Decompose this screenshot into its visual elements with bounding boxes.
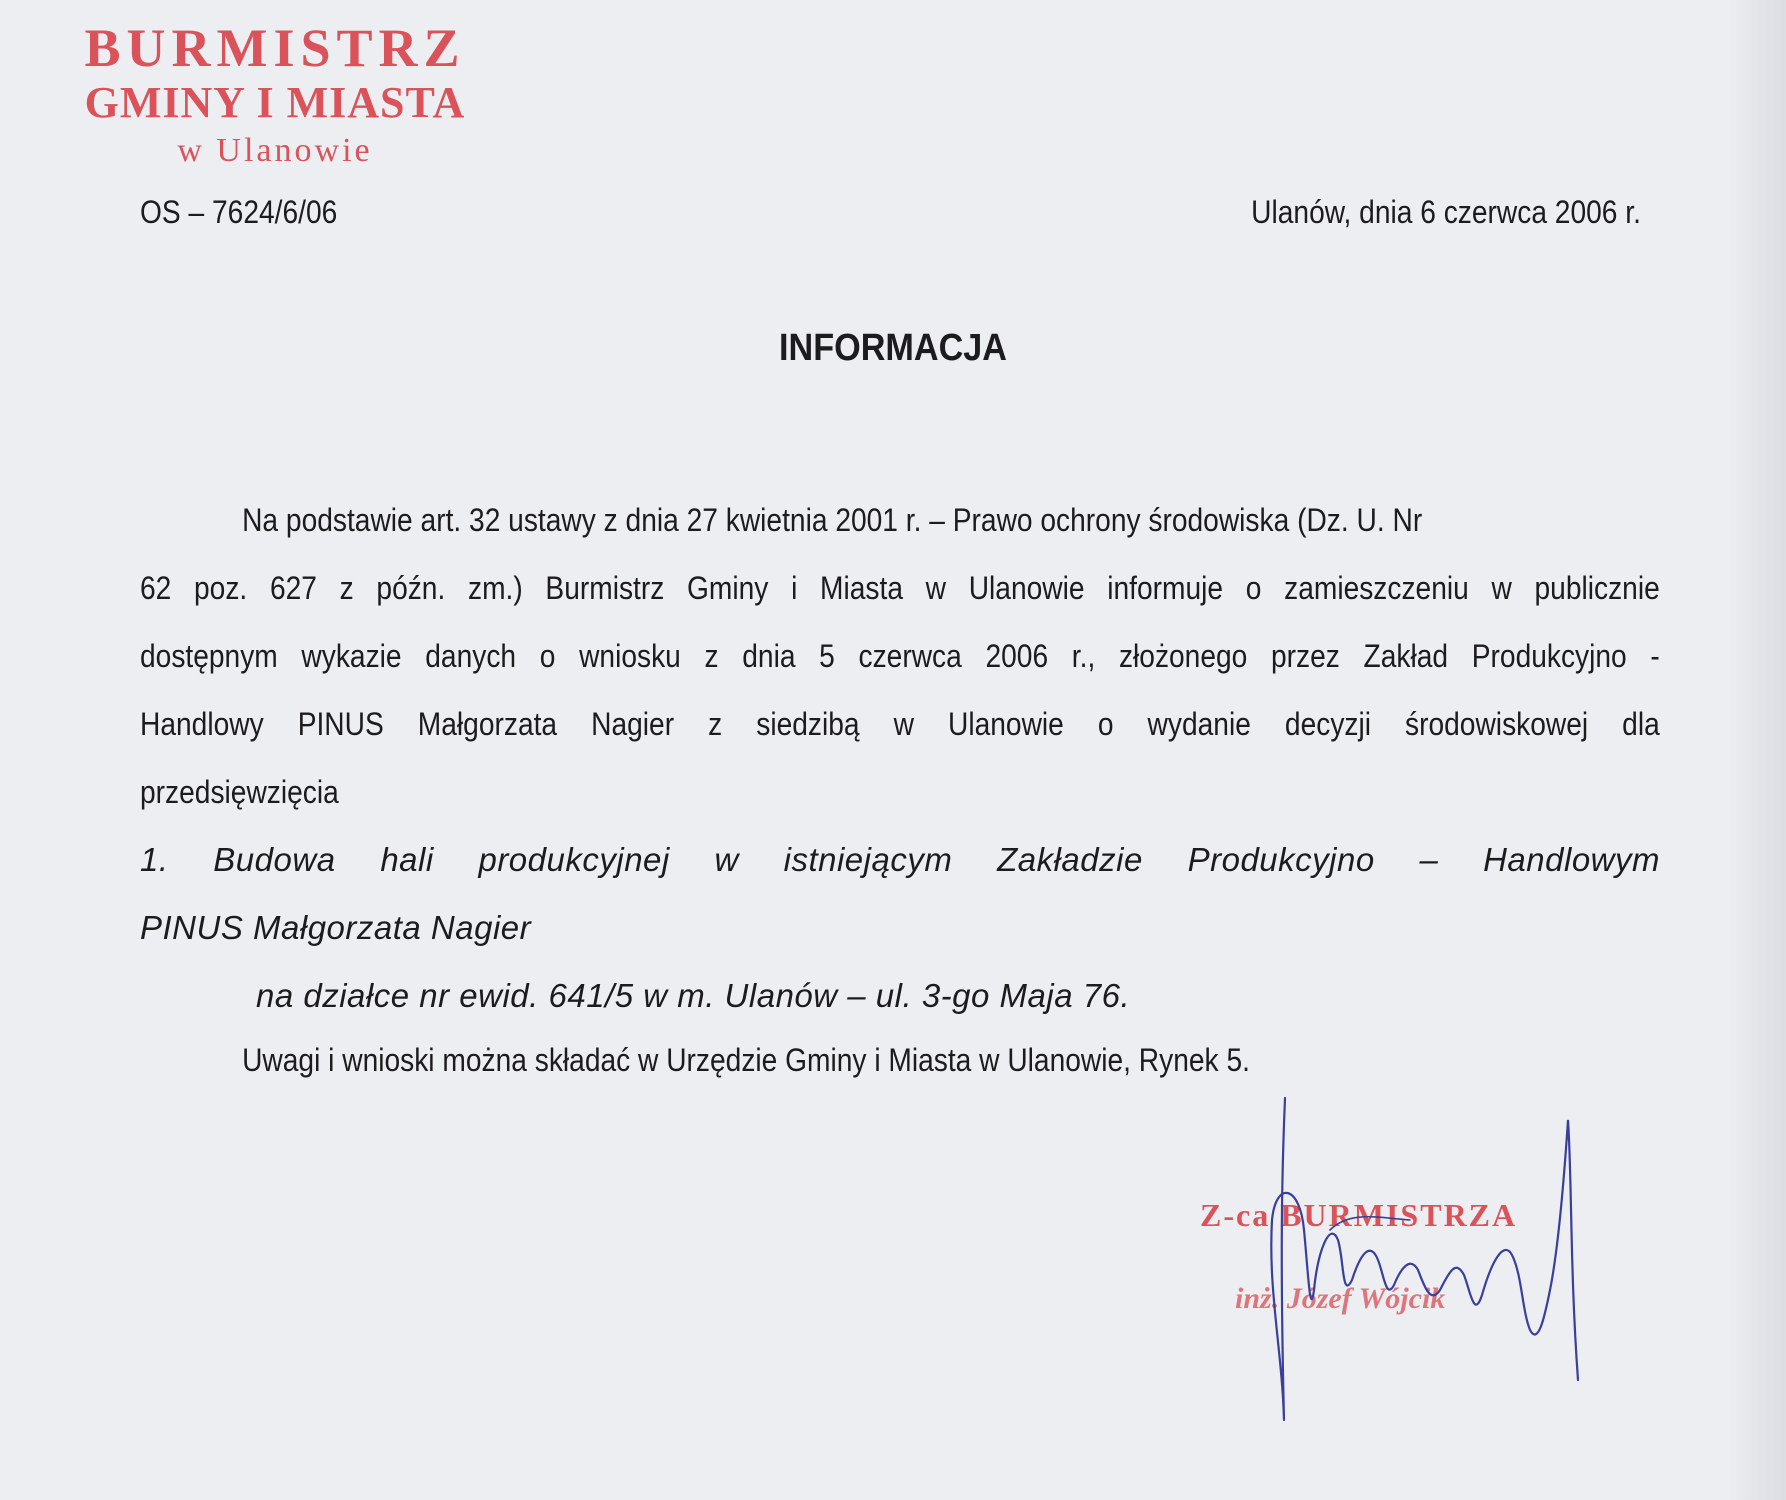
paragraph-line: Na podstawie art. 32 ustawy z dnia 27 kwietnia 2001 r. – Prawo ochrony środowiska (Dz. U. Nr: [242, 502, 1423, 538]
handwritten-signature: [1260, 1090, 1630, 1430]
signature-stamp-name: inż. Józef Wójcik: [1235, 1282, 1446, 1315]
paragraph-line: Handlowy PINUS Małgorzata Nagier z siedzibą w Ulanowie o wydanie decyzji środowiskowej dla: [140, 706, 1660, 742]
reference-number: OS – 7624/6/06: [140, 194, 338, 230]
document-title: INFORMACJA: [778, 327, 1007, 369]
paragraph-line: przedsięwzięcia: [140, 774, 339, 810]
stamp-line-2: GMINY I MIASTA: [84, 78, 466, 127]
signature-stamp-title: Z-ca BURMISTRZA: [1200, 1197, 1518, 1233]
paragraph-line: dostępnym wykazie danych o wniosku z dnia 5 czerwca 2006 r., złożonego przez Zakład Produkcyjno -: [140, 638, 1660, 674]
page-edge-shadow: [1726, 0, 1786, 1500]
stamp-line-3: w Ulanowie: [177, 132, 373, 169]
stamp-line-1: BURMISTRZ: [84, 18, 466, 78]
item-line: PINUS Małgorzata Nagier: [140, 909, 532, 946]
paragraph-line: 62 poz. 627 z późn. zm.) Burmistrz Gminy i Miasta w Ulanowie informuje o zamieszczeniu w publicznie: [140, 570, 1660, 606]
item-line: 1. Budowa hali produkcyjnej w istniejącym Zakładzie Produkcyjno – Handlowym: [140, 841, 1660, 878]
document-body: [140, 486, 1660, 1090]
document-date: Ulanów, dnia 6 czerwca 2006 r.: [1251, 194, 1641, 230]
remarks-line: Uwagi i wnioski można składać w Urzędzie Gminy i Miasta w Ulanowie, Rynek 5.: [242, 1042, 1250, 1078]
header-stamp: [60, 18, 490, 174]
location-line: na działce nr ewid. 641/5 w m. Ulanów – ul. 3-go Maja 76.: [256, 977, 1131, 1014]
